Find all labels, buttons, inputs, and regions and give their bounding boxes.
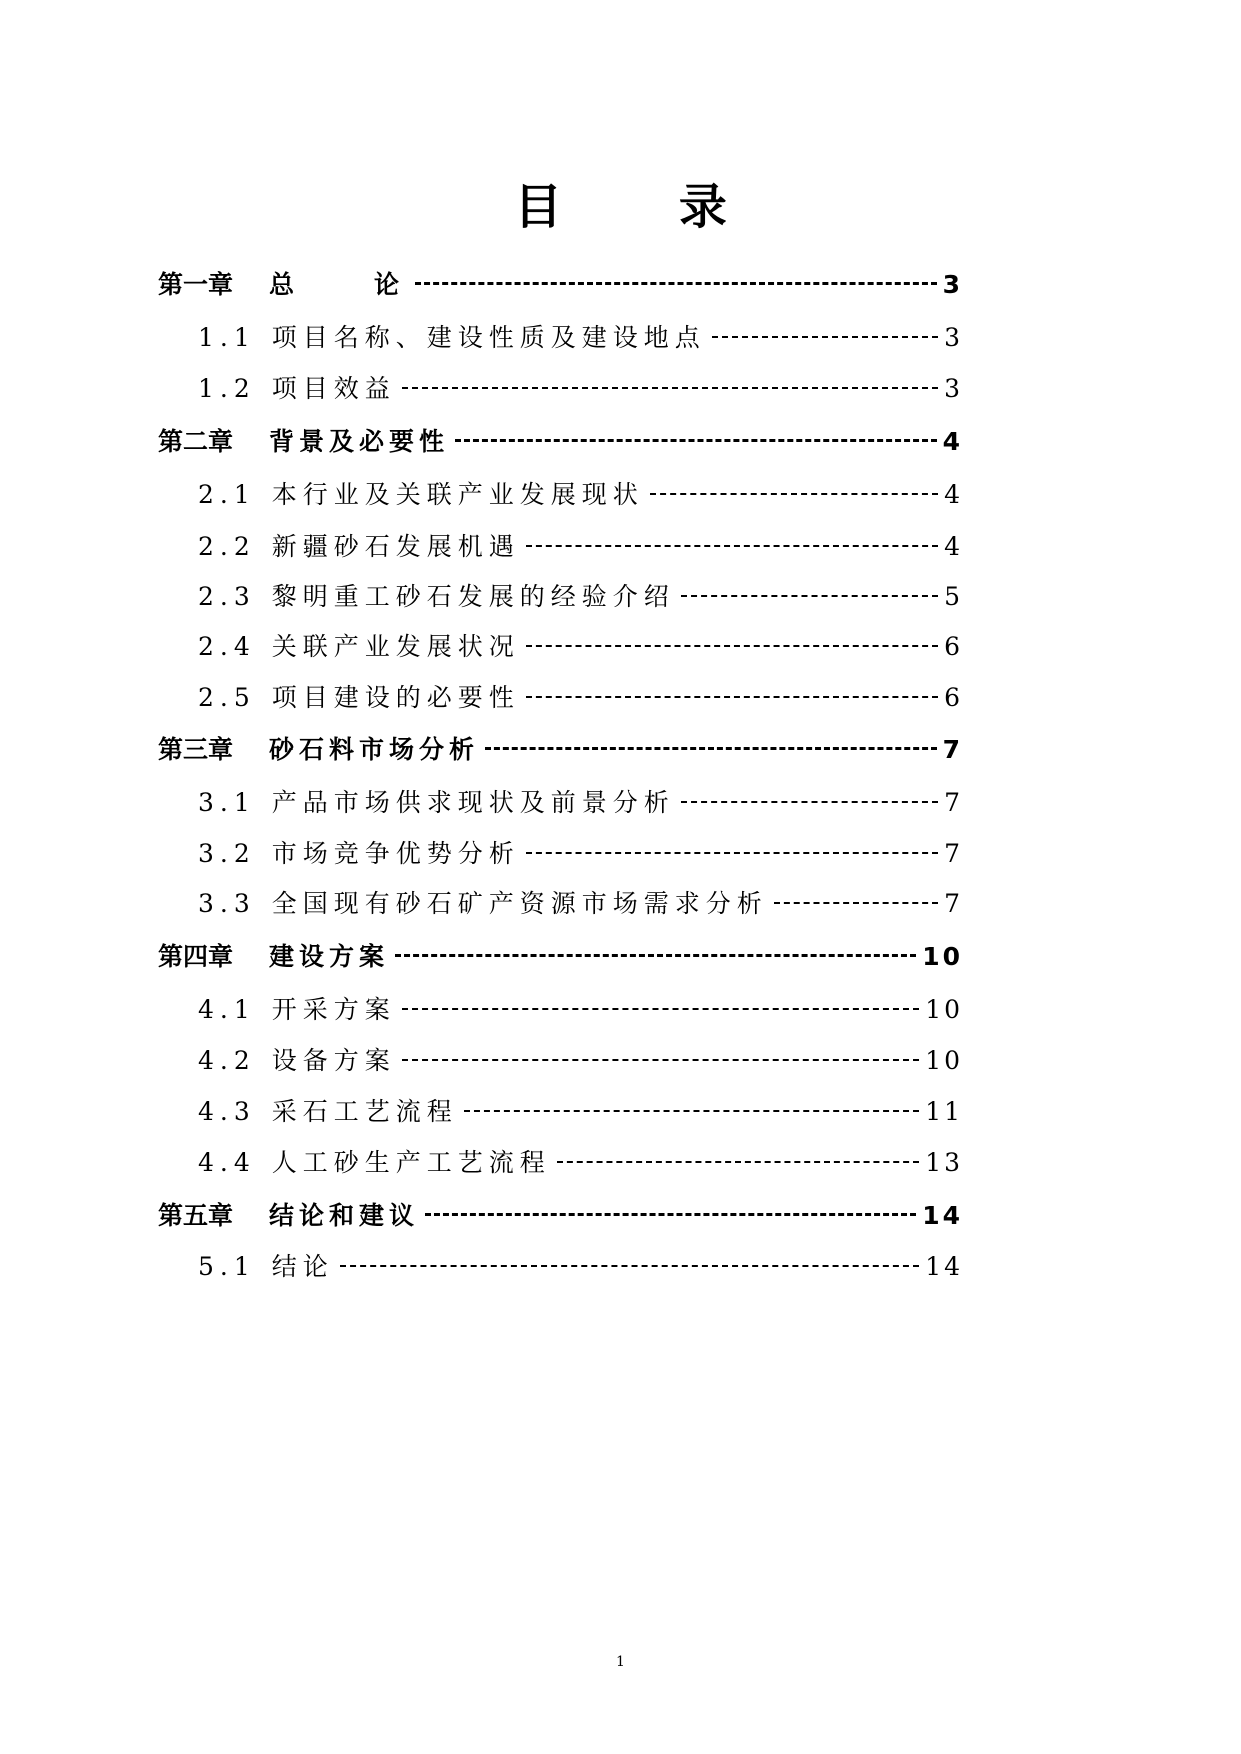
toc-dot-leader bbox=[425, 1213, 916, 1216]
toc-entry-number: 第五章 bbox=[158, 1201, 234, 1230]
toc-entry-title: 市场竞争优势分析 bbox=[271, 839, 520, 868]
toc-section-row[interactable] bbox=[198, 369, 963, 405]
toc-entry-number: 第三章 bbox=[158, 735, 234, 764]
toc-page-number: 4 bbox=[944, 532, 963, 561]
toc-entry-title: 设备方案 bbox=[271, 1046, 396, 1075]
toc-dot-leader bbox=[464, 1110, 919, 1112]
toc-page-number: 10 bbox=[922, 942, 963, 971]
toc-section-row[interactable] bbox=[198, 783, 963, 819]
toc-entry-title: 砂石料市场分析 bbox=[269, 735, 480, 764]
toc-page-number: 7 bbox=[944, 839, 963, 868]
toc-dot-leader bbox=[557, 1161, 919, 1163]
toc-entry-number: 4.4 bbox=[198, 1148, 256, 1177]
toc-dot-leader bbox=[526, 545, 938, 547]
toc-chapter-row[interactable] bbox=[158, 422, 963, 458]
toc-section-row[interactable] bbox=[198, 990, 963, 1026]
toc-dot-leader bbox=[526, 645, 938, 647]
toc-section-row[interactable] bbox=[198, 527, 963, 563]
toc-chapter-row[interactable] bbox=[158, 937, 963, 973]
toc-entry-title: 项目建设的必要性 bbox=[271, 683, 520, 712]
toc-page-number: 3 bbox=[942, 270, 963, 299]
toc-chapter-row[interactable] bbox=[158, 265, 963, 301]
toc-entry-title: 新疆砂石发展机遇 bbox=[271, 532, 520, 561]
toc-section-row[interactable] bbox=[198, 475, 963, 511]
toc-page-number: 6 bbox=[944, 683, 963, 712]
toc-entry-title: 总 论 bbox=[269, 270, 410, 299]
toc-dot-leader bbox=[402, 1059, 919, 1061]
toc-section-row[interactable] bbox=[198, 678, 963, 714]
toc-page-number: 3 bbox=[944, 323, 963, 352]
toc-page-number: 11 bbox=[925, 1097, 963, 1126]
toc-dot-leader bbox=[681, 595, 938, 597]
toc-entry-number: 3.2 bbox=[198, 839, 256, 868]
toc-entry-number: 第二章 bbox=[158, 427, 234, 456]
toc-section-row[interactable] bbox=[198, 884, 963, 920]
toc-entry-title: 建设方案 bbox=[269, 942, 390, 971]
toc-section-row[interactable] bbox=[198, 1143, 963, 1179]
toc-entry-number: 4.2 bbox=[198, 1046, 256, 1075]
toc-page-number: 14 bbox=[925, 1252, 963, 1281]
toc-entry-number: 5.1 bbox=[198, 1252, 256, 1281]
toc-entry-number: 4.3 bbox=[198, 1097, 256, 1126]
toc-page-number: 14 bbox=[922, 1201, 963, 1230]
toc-section-row[interactable] bbox=[198, 627, 963, 663]
toc-entry-title: 背景及必要性 bbox=[269, 427, 450, 456]
toc-page-number: 6 bbox=[944, 632, 963, 661]
toc-page-number: 7 bbox=[944, 788, 963, 817]
toc-entry-title: 结论和建议 bbox=[269, 1201, 420, 1230]
toc-chapter-row[interactable] bbox=[158, 1196, 963, 1232]
toc-dot-leader bbox=[774, 902, 938, 904]
toc-dot-leader bbox=[650, 493, 938, 495]
toc-dot-leader bbox=[395, 954, 916, 957]
toc-page-number: 10 bbox=[925, 1046, 963, 1075]
toc-section-row[interactable] bbox=[198, 1247, 963, 1283]
toc-dot-leader bbox=[712, 336, 938, 338]
toc-page-number: 3 bbox=[944, 374, 963, 403]
toc-page-number: 7 bbox=[944, 889, 963, 918]
toc-dot-leader bbox=[415, 282, 937, 285]
toc-dot-leader bbox=[485, 747, 937, 750]
toc-entry-number: 2.5 bbox=[198, 683, 256, 712]
page-number: 1 bbox=[616, 1654, 625, 1670]
toc-entry-title: 全国现有砂石矿产资源市场需求分析 bbox=[271, 889, 768, 918]
toc-section-row[interactable] bbox=[198, 834, 963, 870]
toc-page-number: 7 bbox=[942, 735, 963, 764]
toc-entry-title: 关联产业发展状况 bbox=[271, 632, 520, 661]
toc-entry-number: 1.2 bbox=[198, 374, 256, 403]
toc-entry-number: 1.1 bbox=[198, 323, 256, 352]
toc-entry-number: 2.2 bbox=[198, 532, 256, 561]
toc-entry-number: 3.1 bbox=[198, 788, 256, 817]
toc-dot-leader bbox=[681, 801, 938, 803]
toc-entry-title: 项目名称、建设性质及建设地点 bbox=[271, 323, 706, 352]
toc-page-number: 13 bbox=[925, 1148, 963, 1177]
toc-page-number: 5 bbox=[944, 582, 963, 611]
toc-entry-title: 结论 bbox=[271, 1252, 334, 1281]
toc-page-number: 4 bbox=[944, 480, 963, 509]
toc-entry-title: 采石工艺流程 bbox=[271, 1097, 458, 1126]
toc-section-row[interactable] bbox=[198, 318, 963, 354]
toc-entry-number: 2.4 bbox=[198, 632, 256, 661]
toc-section-row[interactable] bbox=[198, 1041, 963, 1077]
toc-dot-leader bbox=[526, 852, 938, 854]
toc-page-number: 10 bbox=[925, 995, 963, 1024]
toc-entry-title: 产品市场供求现状及前景分析 bbox=[271, 788, 675, 817]
toc-entry-title: 本行业及关联产业发展现状 bbox=[271, 480, 644, 509]
toc-entry-title: 黎明重工砂石发展的经验介绍 bbox=[271, 582, 675, 611]
toc-dot-leader bbox=[340, 1265, 919, 1267]
toc-section-row[interactable] bbox=[198, 1092, 963, 1128]
toc-page-number: 4 bbox=[942, 427, 963, 456]
toc-chapter-row[interactable] bbox=[158, 730, 963, 766]
toc-dot-leader bbox=[402, 1008, 919, 1010]
toc-entry-number: 4.1 bbox=[198, 995, 256, 1024]
toc-entry-title: 项目效益 bbox=[271, 374, 396, 403]
toc-dot-leader bbox=[526, 696, 938, 698]
page-title: 目 录 bbox=[514, 179, 777, 235]
toc-entry-number: 3.3 bbox=[198, 889, 256, 918]
toc-entry-number: 第一章 bbox=[158, 270, 234, 299]
toc-section-row[interactable] bbox=[198, 577, 963, 613]
toc-dot-leader bbox=[455, 439, 937, 442]
toc-entry-number: 第四章 bbox=[158, 942, 234, 971]
toc-entry-number: 2.3 bbox=[198, 582, 256, 611]
toc-entry-number: 2.1 bbox=[198, 480, 256, 509]
toc-entry-title: 人工砂生产工艺流程 bbox=[271, 1148, 551, 1177]
toc-entry-title: 开采方案 bbox=[271, 995, 396, 1024]
toc-dot-leader bbox=[402, 387, 938, 389]
